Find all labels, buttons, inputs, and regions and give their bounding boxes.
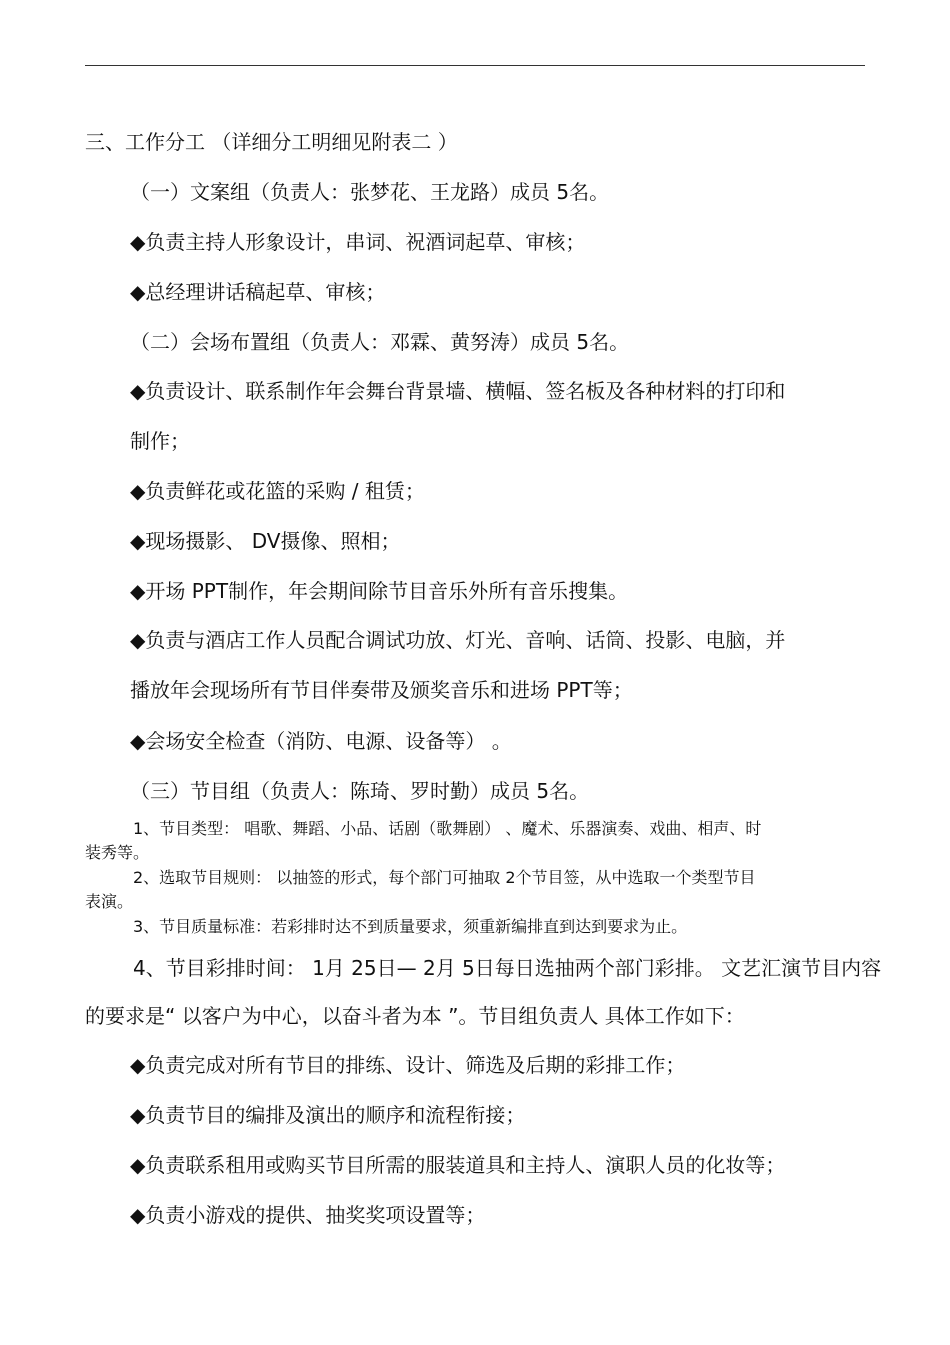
list-item: ◆负责联系租用或购买节目所需的服装道具和主持人、演职人员的化妆等； xyxy=(130,1153,786,1177)
header-rule xyxy=(85,65,865,66)
group-title-copywriting: （一）文案组（负责人：张梦花、王龙路）成员 5名。 xyxy=(130,180,610,204)
list-item: ◆开场 PPT制作，年会期间除节目音乐外所有音乐搜集。 xyxy=(130,579,629,603)
list-item: ◆负责鲜花或花篮的采购 / 租赁； xyxy=(130,479,425,503)
rule-item: 1、节目类型： 唱歌、舞蹈、小品、话剧（歌舞剧） 、魔术、乐器演奏、戏曲、相声、时 xyxy=(133,819,762,838)
schedule-line: 4、节目彩排时间： 1月 25日— 2月 5日每日选抽两个部门彩排。 文艺汇演节目内容 xyxy=(133,956,882,980)
rule-item: 2、选取节目规则： 以抽签的形式，每个部门可抽取 2个节目签，从中选取一个类型节目 xyxy=(133,868,756,887)
list-item: ◆负责小游戏的提供、抽奖奖项设置等； xyxy=(130,1203,486,1227)
rule-item-continuation: 表演。 xyxy=(85,892,134,911)
group-title-program: （三）节目组（负责人：陈琦、罗时勤）成员 5名。 xyxy=(130,779,590,803)
list-item: ◆会场安全检查（消防、电源、设备等） 。 xyxy=(130,729,512,753)
list-item-continuation: 播放年会现场所有节目伴奏带及颁奖音乐和进场 PPT等； xyxy=(130,678,633,702)
list-item: ◆总经理讲话稿起草、审核； xyxy=(130,280,386,304)
schedule-continuation: 的要求是“ 以客户为中心，以奋斗者为本 ”。节目组负责人 具体工作如下： xyxy=(85,1004,745,1028)
list-item: ◆现场摄影、 DV摄像、照相； xyxy=(130,529,401,553)
list-item: ◆负责与酒店工作人员配合调试功放、灯光、音响、话筒、投影、电脑，并 xyxy=(130,628,786,652)
rule-item: 3、节目质量标准：若彩排时达不到质量要求，须重新编排直到达到要求为止。 xyxy=(133,917,688,936)
rule-item-continuation: 装秀等。 xyxy=(85,843,150,862)
list-item: ◆负责主持人形象设计，串词、祝酒词起草、审核； xyxy=(130,230,586,254)
list-item: ◆负责节目的编排及演出的顺序和流程衔接； xyxy=(130,1103,526,1127)
section-heading: 三、工作分工 （详细分工明细见附表二 ） xyxy=(85,130,458,154)
group-title-venue: （二）会场布置组（负责人：邓霖、黄努涛）成员 5名。 xyxy=(130,330,630,354)
list-item: ◆负责设计、联系制作年会舞台背景墙、横幅、签名板及各种材料的打印和 xyxy=(130,379,786,403)
list-item: ◆负责完成对所有节目的排练、设计、筛选及后期的彩排工作； xyxy=(130,1053,686,1077)
list-item-continuation: 制作； xyxy=(130,429,190,453)
